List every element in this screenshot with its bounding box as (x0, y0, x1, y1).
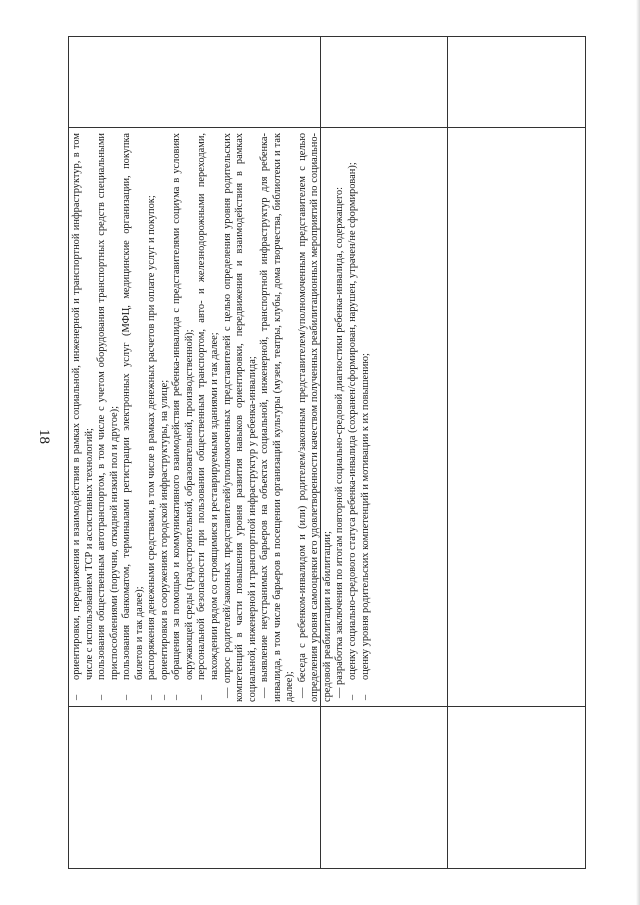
list-item (360, 133, 373, 702)
list-item (171, 133, 196, 702)
list-item-text: ориентировки в сооружениях городской инфраструктуры, на улице; (158, 379, 170, 680)
row-divider-bottom (68, 706, 586, 707)
paragraph-text: выявление неустранимых барьеров на объектах социальной, инженерной, транспортной инфраструктур для ребенка-инвалида, в том числе барьеров в посещении организаций культуры (музеи, театры, клубы, дома творчества, библиотеки и так далее); (259, 133, 296, 702)
list-item-text: пользования общественным автотранспортом, в том числе с учетом оборудования транспортных средств специальными приспособлениями (поручни, откидной низкий пол и другое); (96, 133, 120, 680)
list-item-text: оценку социально-средового статуса ребенка-инвалида (сохранен/сформирован, нарушен, утрачен/не сформирован); (347, 162, 359, 680)
list-item (71, 133, 96, 702)
list-item (121, 133, 146, 702)
list-item-text: распоряжения денежными средствами, в том числе в рамках денежных расчетов при оплате услуг и покупок; (146, 195, 158, 680)
list-item-text: оценку уровня родительских компетенций и мотивации к их повышению; (359, 353, 371, 680)
paragraph-item (334, 133, 347, 702)
dash-marker: – (359, 694, 371, 700)
list-item (196, 133, 221, 702)
dash-marker: – (71, 694, 82, 700)
list-item (96, 133, 121, 702)
dash-marker: – (158, 694, 170, 700)
list-item (146, 133, 159, 702)
paragraph-item (259, 133, 297, 702)
dash-marker: – (171, 694, 183, 700)
paragraph-item (297, 133, 335, 702)
scan-edge (636, 0, 640, 905)
column-divider-2 (447, 36, 448, 869)
dash-marker: — (221, 687, 233, 698)
dash-marker: – (196, 694, 208, 700)
table-cell-text (69, 127, 371, 706)
list-item (159, 133, 172, 702)
list-item-text: ориентировки, передвижения и взаимодействия в рамках социальной, инженерной и транспортной инфраструктур, в том числе с использованием ТСР и ассистивных технологий; (71, 133, 95, 680)
list-item-text: обращения за помощью и коммуникативного взаимодействия ребенка-инвалида с представителями социума в условиях окружающей среды (градостроительной, образовательной, производственной); (171, 133, 195, 680)
list-item-text: пользования банкоматом, терминалами регистрации электронных услуг (МФЦ, медицинские организации, покупка билетов и так далее); (121, 133, 145, 680)
dash-marker: – (146, 694, 158, 700)
paragraph-text: опрос родителей/законных представителей/уполномоченных представителей с целью определения уровня родительских компетенций в части повышения уровня развития навыков ориентировки, передвижения и взаимодействия в рамках социальной, инженерной и транспортной инфраструктур у ребенка-инвалида; (221, 133, 258, 702)
paragraph-text: беседа с ребенком-инвалидом и (или) родителем/законным представителем/уполномоченным представителем с целью определения уровня самооценки его удовлетворенности качеством полученных реабилитационных мероприятий по социально-средовой реабилитации и абилитации; (296, 132, 333, 702)
page-number: 18 (36, 429, 52, 444)
list-item-text: персональной безопасности при пользовании общественным транспортом, авто- и железнодорожными переходами, нахождении рядом со строящимися и реставрируемыми зданиями и так далее; (196, 133, 221, 680)
paragraph-item (222, 133, 260, 702)
dash-marker: — (296, 687, 308, 698)
dash-marker: – (96, 694, 108, 700)
dash-marker: — (259, 687, 271, 698)
dash-marker: — (334, 687, 346, 698)
dash-marker: – (347, 694, 359, 700)
paragraph-text: разработка заключения по итогам повторной социально-средовой диагностики ребенка-инвалида, содержащего: (334, 186, 346, 685)
dash-marker: – (121, 694, 133, 700)
list-item (347, 133, 360, 702)
